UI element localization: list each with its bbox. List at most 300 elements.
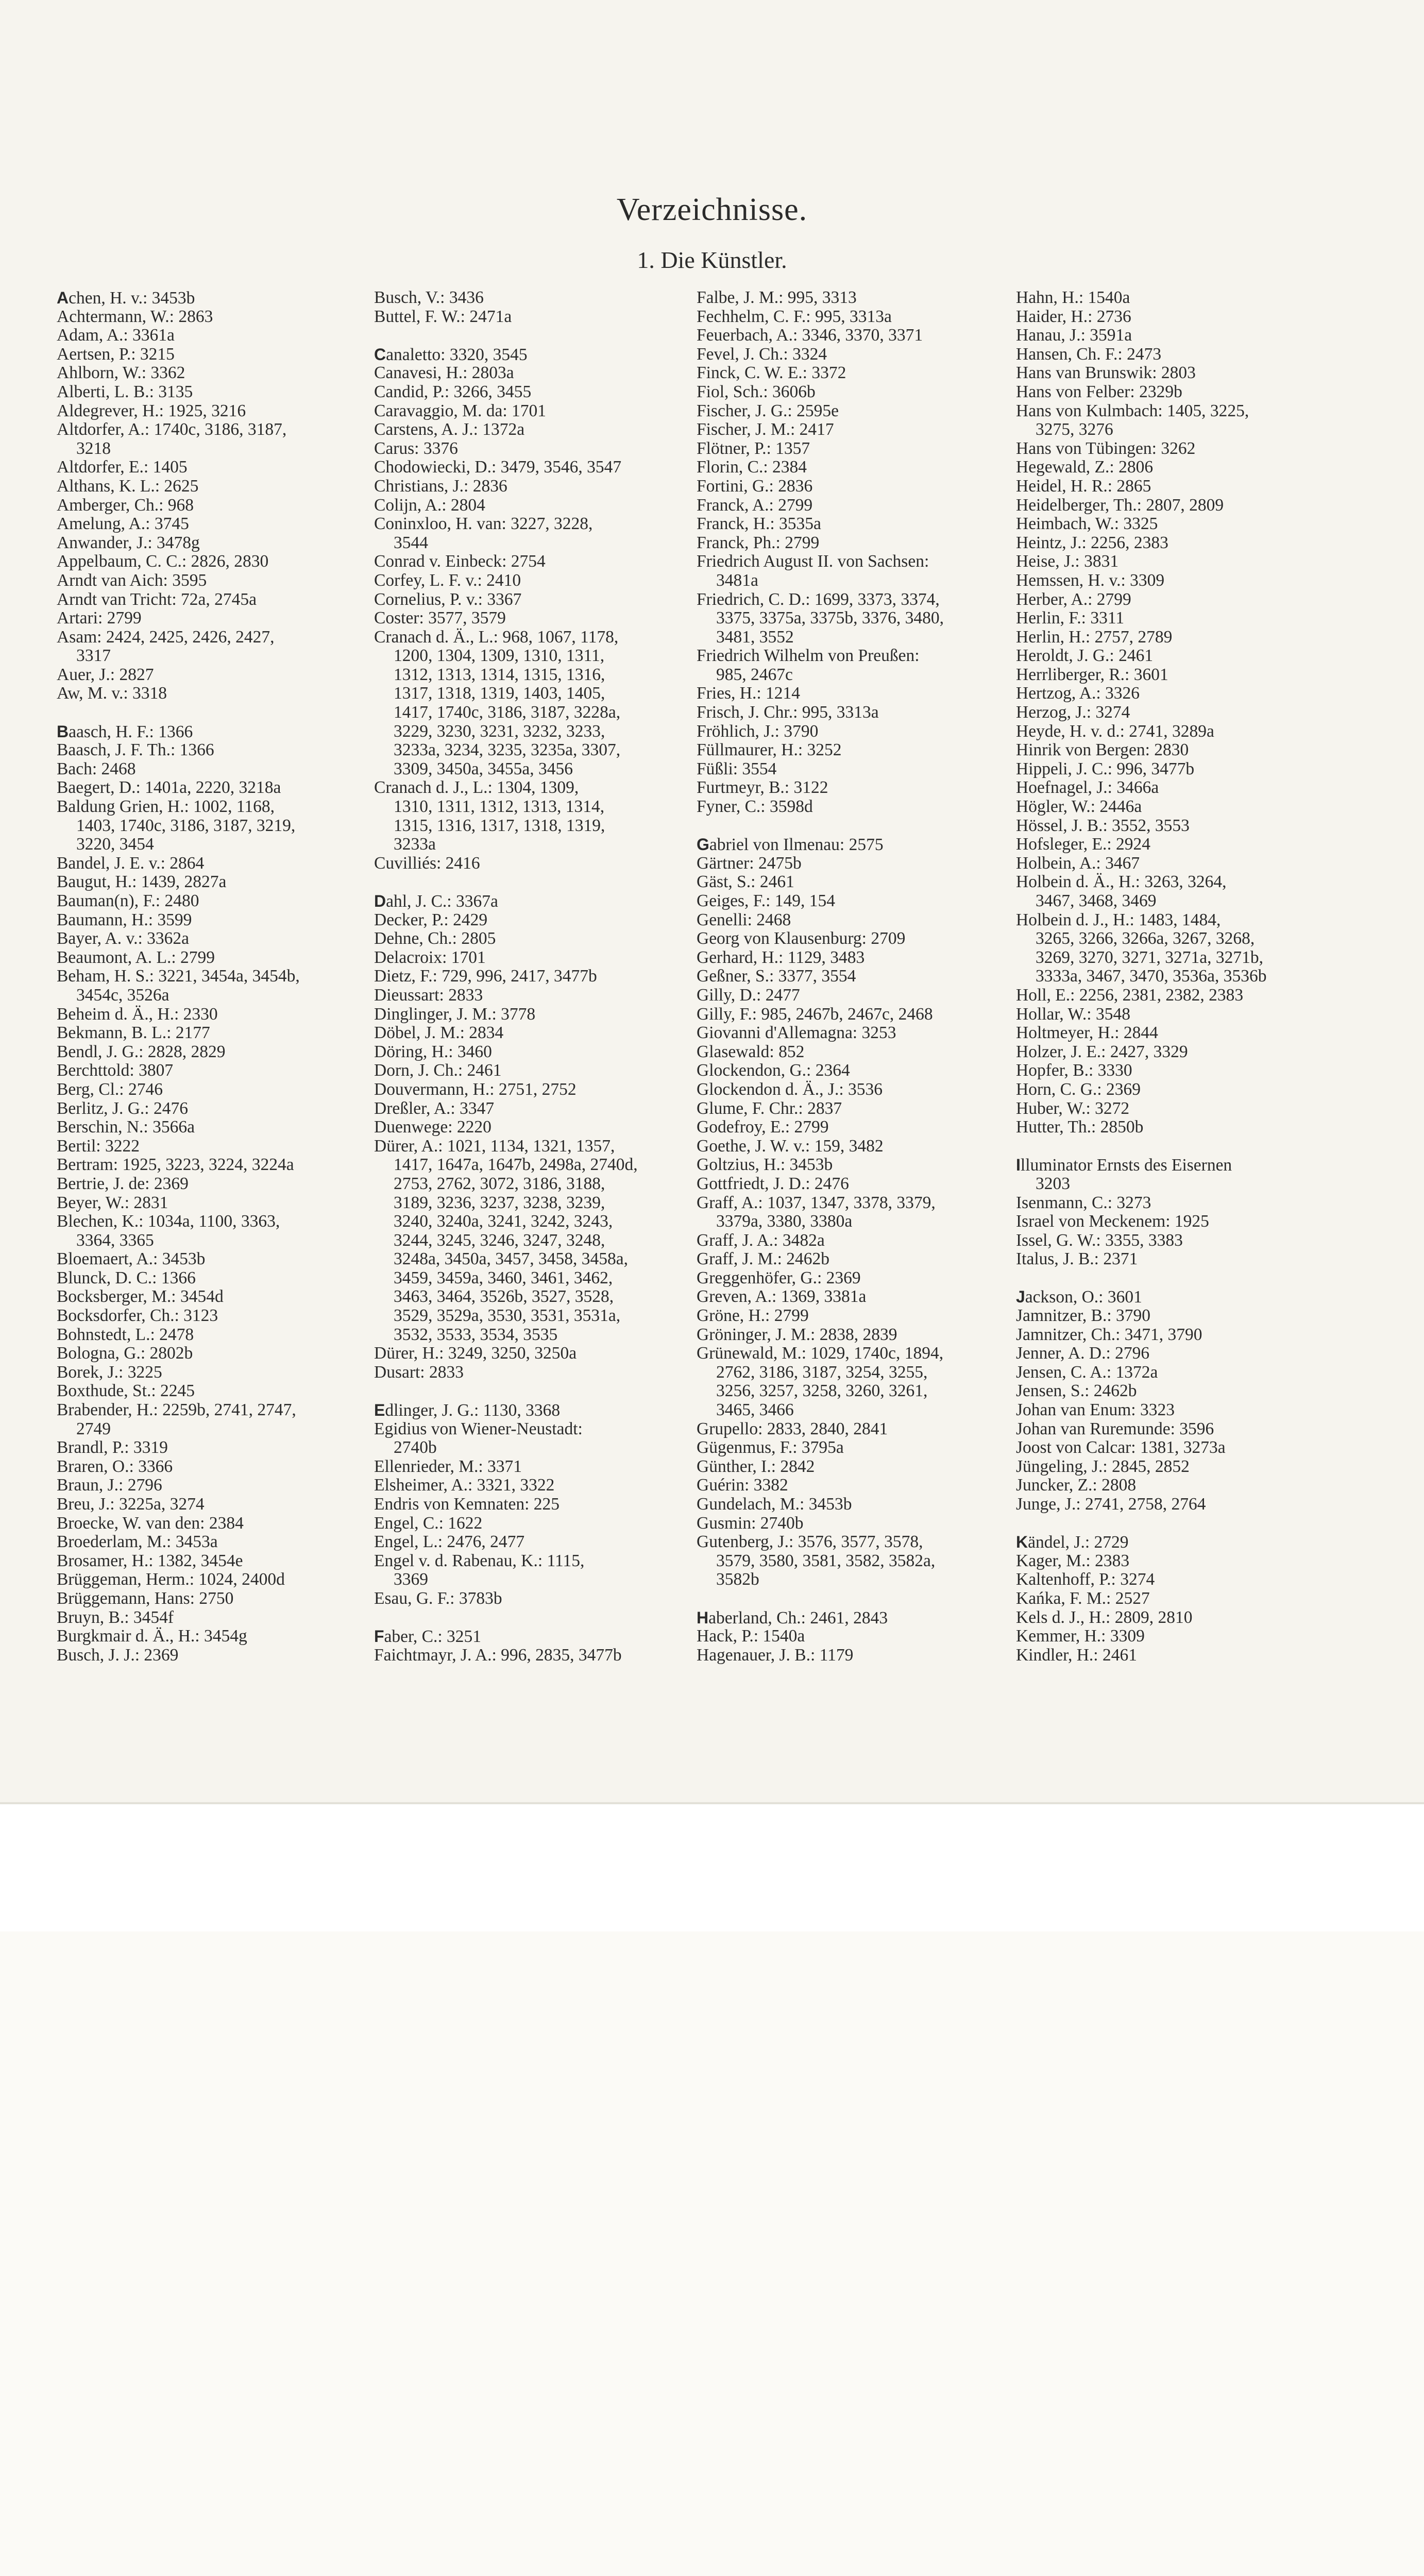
index-entry: Kańka, F. M.: 2527 [1016, 1588, 1150, 1608]
index-entry: Falbe, J. M.: 995, 3313 [697, 288, 857, 307]
index-entry: Herlin, H.: 2757, 2789 [1016, 627, 1173, 647]
index-entry: Gäst, S.: 2461 [697, 872, 794, 892]
index-entry: Goltzius, H.: 3453b [697, 1155, 833, 1175]
index-entry: Berchttold: 3807 [57, 1061, 174, 1080]
page-title: Verzeichnisse. [616, 192, 808, 227]
index-entry: Hahn, H.: 1540a [1016, 288, 1130, 307]
index-column-3 [697, 289, 1006, 1665]
index-entry: Hemssen, H. v.: 3309 [1016, 570, 1165, 590]
index-entry: Carus: 3376 [374, 438, 458, 458]
index-entry: Berschin, N.: 3566a [57, 1117, 195, 1137]
index-entry: Baasch, J. F. Th.: 1366 [57, 740, 214, 760]
index-entry: Auer, J.: 2827 [57, 665, 154, 684]
section-gap [697, 817, 1006, 836]
index-entry: Jackson, O.: 3601 [1016, 1287, 1142, 1307]
index-entry: Graff, A.: 1037, 1347, 3378, 3379, [697, 1193, 936, 1212]
index-entry: Chodowiecki, D.: 3479, 3546, 3547 [374, 457, 622, 477]
index-entry: Breu, J.: 3225a, 3274 [57, 1495, 205, 1514]
index-entry: Dietz, F.: 729, 996, 2417, 3477b [374, 967, 597, 986]
index-entry: Bologna, G.: 2802b [57, 1344, 193, 1363]
index-entry: Edlinger, J. G.: 1130, 3368 [374, 1401, 561, 1420]
index-entry-continuation: 1317, 1318, 1319, 1403, 1405, [394, 684, 605, 703]
index-entry: Friedrich, C. D.: 1699, 3373, 3374, [697, 589, 940, 609]
index-entry: Gügenmus, F.: 3795a [697, 1438, 844, 1458]
index-entry: Hagenauer, J. B.: 1179 [697, 1645, 854, 1665]
index-entry: Busch, V.: 3436 [374, 288, 484, 307]
index-entry-continuation: 3333a, 3467, 3470, 3536a, 3536b [1036, 967, 1267, 986]
index-entry-continuation: 1403, 1740c, 3186, 3187, 3219, [76, 816, 296, 835]
index-entry: Ahlborn, W.: 3362 [57, 363, 185, 383]
index-entry: Italus, J. B.: 2371 [1016, 1249, 1138, 1269]
index-entry: Beheim d. Ä., H.: 2330 [57, 1004, 218, 1024]
index-entry: Franck, Ph.: 2799 [697, 533, 820, 552]
section-initial: A [57, 289, 69, 307]
index-entry: Amelung, A.: 3745 [57, 514, 189, 534]
index-entry: Högler, W.: 2446a [1016, 797, 1142, 817]
index-entry: Burgkmair d. Ä., H.: 3454g [57, 1626, 247, 1646]
index-entry: Engel, C.: 1622 [374, 1513, 483, 1533]
index-entry: Heimbach, W.: 3325 [1016, 514, 1158, 534]
index-entry: Johan van Ruremunde: 3596 [1016, 1419, 1214, 1438]
index-entry: Buttel, F. W.: 2471a [374, 307, 512, 326]
index-entry: Gerhard, H.: 1129, 3483 [697, 947, 865, 967]
index-entry: Fechhelm, C. F.: 995, 3313a [697, 307, 892, 326]
index-entry: Brüggemann, Hans: 2750 [57, 1588, 234, 1608]
index-entry: Huber, W.: 3272 [1016, 1098, 1130, 1118]
index-entry: Fiol, Sch.: 3606b [697, 382, 816, 401]
index-entry: Bertram: 1925, 3223, 3224, 3224a [57, 1155, 294, 1175]
section-initial: E [374, 1401, 385, 1420]
index-entry: Hans von Tübingen: 3262 [1016, 438, 1196, 458]
index-entry: Herlin, F.: 3311 [1016, 608, 1125, 628]
index-entry-continuation: 3529, 3529a, 3530, 3531, 3531a, [394, 1306, 621, 1326]
index-entry: Kändel, J.: 2729 [1016, 1533, 1129, 1552]
index-entry: Heidelberger, Th.: 2807, 2809 [1016, 495, 1224, 515]
index-entry: Hollar, W.: 3548 [1016, 1004, 1130, 1024]
index-entry-continuation: 1315, 1316, 1317, 1318, 1319, [394, 816, 605, 835]
index-entry-continuation: 3454c, 3526a [76, 985, 169, 1005]
index-entry-continuation: 3465, 3466 [716, 1400, 794, 1420]
index-column-4 [1016, 289, 1325, 1665]
index-entry: Caravaggio, M. da: 1701 [374, 401, 547, 420]
section-initial: G [697, 835, 709, 854]
index-column-2 [374, 289, 683, 1665]
index-entry-continuation: 3220, 3454 [76, 835, 154, 854]
index-entry: Engel v. d. Rabenau, K.: 1115, [374, 1551, 585, 1570]
index-entry: Guérin: 3382 [697, 1476, 788, 1495]
index-entry: Furtmeyr, B.: 3122 [697, 778, 828, 798]
index-entry: Duenwege: 2220 [374, 1117, 491, 1137]
index-entry: Herber, A.: 2799 [1016, 589, 1131, 609]
section-gap [697, 1589, 1006, 1608]
index-entry: Holbein d. Ä., H.: 3263, 3264, [1016, 872, 1227, 892]
index-entry: Greggenhöfer, G.: 2369 [697, 1268, 861, 1287]
index-entry-continuation: 1417, 1647a, 1647b, 2498a, 2740d, [394, 1155, 638, 1175]
section-initial: J [1016, 1287, 1025, 1307]
index-entry: Alberti, L. B.: 3135 [57, 382, 193, 401]
index-entry: Bocksberger, M.: 3454d [57, 1287, 224, 1307]
index-entry: Genelli: 2468 [697, 910, 791, 929]
index-entry: Florin, C.: 2384 [697, 457, 807, 477]
index-entry: Fischer, J. G.: 2595e [697, 401, 839, 420]
index-entry: Canavesi, H.: 2803a [374, 363, 514, 383]
index-entry: Fischer, J. M.: 2417 [697, 420, 834, 439]
index-entry: Fevel, J. Ch.: 3324 [697, 344, 827, 364]
index-entry-continuation: 3459, 3459a, 3460, 3461, 3462, [394, 1268, 613, 1287]
index-entry-continuation: 2762, 3186, 3187, 3254, 3255, [716, 1362, 928, 1382]
index-entry: Holzer, J. E.: 2427, 3329 [1016, 1042, 1188, 1061]
index-entry: Döbel, J. M.: 2834 [374, 1023, 504, 1043]
section-initial: H [697, 1608, 709, 1627]
index-entry: Baldung Grien, H.: 1002, 1168, [57, 797, 275, 817]
index-entry: Junge, J.: 2741, 2758, 2764 [1016, 1495, 1206, 1514]
index-entry: Heintz, J.: 2256, 2383 [1016, 533, 1168, 552]
index-entry-continuation: 3265, 3266, 3266a, 3267, 3268, [1036, 929, 1255, 948]
index-entry: Kager, M.: 2383 [1016, 1551, 1130, 1570]
index-entry: Bocksdorfer, Ch.: 3123 [57, 1306, 218, 1326]
index-entry: Egidius von Wiener-Neustadt: [374, 1419, 583, 1438]
index-entry: Glume, F. Chr.: 2837 [697, 1098, 842, 1118]
index-entry: Greven, A.: 1369, 3381a [697, 1287, 867, 1307]
index-entry: Hertzog, A.: 3326 [1016, 684, 1140, 703]
section-initial: K [1016, 1533, 1028, 1552]
index-entry: Bauman(n), F.: 2480 [57, 891, 199, 910]
index-entry: Johan van Enum: 3323 [1016, 1400, 1175, 1420]
index-entry: Bandel, J. E. v.: 2864 [57, 853, 205, 873]
index-entry: Glockendon, G.: 2364 [697, 1061, 850, 1080]
index-entry: Blunck, D. C.: 1366 [57, 1268, 196, 1287]
index-entry: Gottfriedt, J. D.: 2476 [697, 1174, 849, 1193]
index-entry: Arndt van Aich: 3595 [57, 570, 207, 590]
index-entry: Dürer, A.: 1021, 1134, 1321, 1357, [374, 1136, 615, 1156]
index-entry: Baegert, D.: 1401a, 2220, 3218a [57, 778, 281, 798]
index-entry: Bendl, J. G.: 2828, 2829 [57, 1042, 226, 1061]
index-entry: Haider, H.: 2736 [1016, 307, 1131, 326]
index-entry-continuation: 985, 2467c [716, 665, 793, 684]
index-entry: Bohnstedt, L.: 2478 [57, 1325, 194, 1344]
index-entry: Israel von Meckenem: 1925 [1016, 1212, 1209, 1231]
index-entry-continuation: 3189, 3236, 3237, 3238, 3239, [394, 1193, 605, 1212]
index-entry: Busch, J. J.: 2369 [57, 1645, 179, 1665]
index-entry: Gundelach, M.: 3453b [697, 1495, 852, 1514]
section-initial: B [57, 722, 69, 741]
index-entry: Bekmann, B. L.: 2177 [57, 1023, 210, 1043]
index-entry: Heroldt, J. G.: 2461 [1016, 646, 1154, 666]
index-entry-continuation: 3375, 3375a, 3375b, 3376, 3480, [716, 608, 944, 628]
index-entry: Gilly, D.: 2477 [697, 985, 800, 1005]
index-entry: Adam, A.: 3361a [57, 326, 175, 345]
index-entry: Giovanni d'Allemagna: 3253 [697, 1023, 896, 1043]
index-entry: Braren, O.: 3366 [57, 1456, 173, 1476]
index-entry: Brandl, P.: 3319 [57, 1438, 168, 1458]
index-entry: Hanau, J.: 3591a [1016, 326, 1132, 345]
index-entry-continuation: 3369 [394, 1570, 428, 1589]
index-entry: Haberland, Ch.: 2461, 2843 [697, 1608, 888, 1628]
index-entry: Geßner, S.: 3377, 3554 [697, 967, 856, 986]
index-entry: Baugut, H.: 1439, 2827a [57, 872, 227, 892]
index-entry: Berlitz, J. G.: 2476 [57, 1098, 188, 1118]
index-entry: Horn, C. G.: 2369 [1016, 1079, 1141, 1099]
index-entry: Feuerbach, A.: 3346, 3370, 3371 [697, 326, 923, 345]
index-entry: Illuminator Ernsts des Eisernen [1016, 1156, 1232, 1175]
index-entry: Coninxloo, H. van: 3227, 3228, [374, 514, 593, 534]
index-entry: Endris von Kemnaten: 225 [374, 1495, 560, 1514]
index-entry: Anwander, J.: 3478g [57, 533, 200, 552]
index-entry: Glasewald: 852 [697, 1042, 805, 1061]
index-entry: Hack, P.: 1540a [697, 1626, 805, 1646]
index-column-1 [57, 289, 366, 1665]
index-entry: Esau, G. F.: 3783b [374, 1588, 502, 1608]
index-entry: Fries, H.: 1214 [697, 684, 800, 703]
index-entry: Boxthude, St.: 2245 [57, 1381, 195, 1401]
index-entry: Godefroy, E.: 2799 [697, 1117, 829, 1137]
index-entry: Broecke, W. van den: 2384 [57, 1513, 244, 1533]
section-gap [1016, 1137, 1325, 1156]
index-entry: Günther, I.: 2842 [697, 1456, 815, 1476]
index-entry-continuation: 1200, 1304, 1309, 1310, 1311, [394, 646, 605, 666]
index-entry: Faichtmayr, J. A.: 996, 2835, 3477b [374, 1645, 622, 1665]
index-entry: Beyer, W.: 2831 [57, 1193, 168, 1212]
index-entry: Hoefnagel, J.: 3466a [1016, 778, 1159, 798]
index-entry: Joost von Calcar: 1381, 3273a [1016, 1438, 1226, 1458]
index-entry: Christians, J.: 2836 [374, 476, 507, 496]
index-entry: Holbein d. J., H.: 1483, 1484, [1016, 910, 1221, 929]
index-entry-continuation: 2753, 2762, 3072, 3186, 3188, [394, 1174, 605, 1193]
index-entry: Holl, E.: 2256, 2381, 2382, 2383 [1016, 985, 1244, 1005]
index-entry: Fröhlich, J.: 3790 [697, 721, 819, 741]
index-entry-continuation: 3532, 3533, 3534, 3535 [394, 1325, 558, 1344]
index-entry: Engel, L.: 2476, 2477 [374, 1532, 525, 1552]
index-entry: Graff, J. A.: 3482a [697, 1230, 825, 1250]
section-gap [374, 1382, 683, 1401]
index-entry: Canaletto: 3320, 3545 [374, 345, 528, 364]
index-entry: Berg, Cl.: 2746 [57, 1079, 163, 1099]
index-entry: Herrliberger, R.: 3601 [1016, 665, 1168, 684]
section-initial: F [374, 1627, 384, 1646]
index-entry: Douvermann, H.: 2751, 2752 [374, 1079, 577, 1099]
index-entry: Goethe, J. W. v.: 159, 3482 [697, 1136, 884, 1156]
index-entry: Altdorfer, A.: 1740c, 3186, 3187, [57, 420, 287, 439]
index-entry: Cornelius, P. v.: 3367 [374, 589, 522, 609]
index-entry: Jamnitzer, Ch.: 3471, 3790 [1016, 1325, 1202, 1344]
index-entry: Bloemaert, A.: 3453b [57, 1249, 206, 1269]
index-entry-continuation: 2749 [76, 1419, 111, 1438]
index-entry: Artari: 2799 [57, 608, 142, 628]
index-entry-continuation: 1312, 1313, 1314, 1315, 1316, [394, 665, 605, 684]
section-gap [57, 703, 366, 722]
index-entry-continuation: 3244, 3245, 3246, 3247, 3248, [394, 1230, 605, 1250]
index-entry: Brüggeman, Herm.: 1024, 2400d [57, 1570, 285, 1589]
index-entry: Hutter, Th.: 2850b [1016, 1117, 1144, 1137]
index-entry: Achen, H. v.: 3453b [57, 289, 195, 308]
index-entry: Gilly, F.: 985, 2467b, 2467c, 2468 [697, 1004, 933, 1024]
index-entry: Candid, P.: 3266, 3455 [374, 382, 532, 401]
index-entry: Döring, H.: 3460 [374, 1042, 492, 1061]
index-entry: Cranach d. Ä., L.: 968, 1067, 1178, [374, 627, 619, 647]
index-entry: Jensen, C. A.: 1372a [1016, 1362, 1158, 1382]
index-entry: Colijn, A.: 2804 [374, 495, 485, 515]
index-entry: Hössel, J. B.: 3552, 3553 [1016, 816, 1190, 835]
index-entry: Ellenrieder, M.: 3371 [374, 1456, 522, 1476]
index-entry: Achtermann, W.: 2863 [57, 307, 213, 326]
section-gap [1016, 1514, 1325, 1533]
index-entry: Frisch, J. Chr.: 995, 3313a [697, 703, 879, 722]
index-entry: Georg von Klausenburg: 2709 [697, 929, 906, 948]
index-entry: Flötner, P.: 1357 [697, 438, 810, 458]
index-entry: Cranach d. J., L.: 1304, 1309, [374, 778, 579, 798]
index-entry: Jüngeling, J.: 2845, 2852 [1016, 1456, 1190, 1476]
index-entry-continuation: 3233a, 3234, 3235, 3235a, 3307, [394, 740, 621, 760]
index-entry: Herzog, J.: 3274 [1016, 703, 1130, 722]
index-entry-continuation: 3467, 3468, 3469 [1036, 891, 1157, 910]
index-entry: Finck, C. W. E.: 3372 [697, 363, 846, 383]
index-entry-continuation: 3544 [394, 533, 428, 552]
section-initial: C [374, 345, 386, 364]
index-entry: Baumann, H.: 3599 [57, 910, 192, 929]
index-entry: Geiges, F.: 149, 154 [697, 891, 836, 910]
index-entry: Arndt van Tricht: 72a, 2745a [57, 589, 257, 609]
index-entry: Bertil: 3222 [57, 1136, 140, 1156]
index-entry: Hans von Kulmbach: 1405, 3225, [1016, 401, 1249, 420]
index-entry-continuation: 3248a, 3450a, 3457, 3458, 3458a, [394, 1249, 628, 1269]
index-entry-continuation: 3256, 3257, 3258, 3260, 3261, [716, 1381, 928, 1401]
index-entry: Baasch, H. F.: 1366 [57, 722, 193, 741]
index-entry-continuation: 3317 [76, 646, 111, 666]
index-entry: Bruyn, B.: 3454f [57, 1607, 174, 1627]
index-entry: Holtmeyer, H.: 2844 [1016, 1023, 1158, 1043]
index-entry: Kindler, H.: 2461 [1016, 1645, 1137, 1665]
index-entry: Friedrich August II. von Sachsen: [697, 552, 929, 571]
index-entry-continuation: 1310, 1311, 1312, 1313, 1314, [394, 797, 605, 817]
index-entry-continuation: 3203 [1036, 1174, 1070, 1193]
index-entry-continuation: 3582b [716, 1570, 759, 1589]
index-entry: Cuvilliés: 2416 [374, 853, 480, 873]
index-entry: Amberger, Ch.: 968 [57, 495, 194, 515]
index-entry: Franck, H.: 3535a [697, 514, 821, 534]
index-entry-continuation: 3240, 3240a, 3241, 3242, 3243, [394, 1212, 613, 1231]
index-entry: Gröninger, J. M.: 2838, 2839 [697, 1325, 897, 1344]
section-gap [374, 1608, 683, 1628]
section-title: 1. Die Künstler. [637, 247, 787, 273]
index-entry: Dorn, J. Ch.: 2461 [374, 1061, 502, 1080]
index-entry: Gusmin: 2740b [697, 1513, 804, 1533]
index-entry: Kaltenhoff, P.: 3274 [1016, 1570, 1155, 1589]
section-gap [374, 326, 683, 345]
index-entry: Heyde, H. v. d.: 2741, 3289a [1016, 721, 1214, 741]
index-entry: Hegewald, Z.: 2806 [1016, 457, 1154, 477]
index-entry: Jensen, S.: 2462b [1016, 1381, 1137, 1401]
index-entry: Appelbaum, C. C.: 2826, 2830 [57, 552, 269, 571]
index-entry: Hinrik von Bergen: 2830 [1016, 740, 1189, 760]
index-entry-continuation: 2740b [394, 1438, 437, 1458]
index-entry: Borek, J.: 3225 [57, 1362, 162, 1382]
index-entry: Brosamer, H.: 1382, 3454e [57, 1551, 243, 1570]
index-entry: Gutenberg, J.: 3576, 3577, 3578, [697, 1532, 923, 1552]
index-entry: Dürer, H.: 3249, 3250, 3250a [374, 1344, 577, 1363]
index-entry: Althans, K. L.: 2625 [57, 476, 199, 496]
footer-bar [0, 1804, 1424, 1931]
index-entry: Jamnitzer, B.: 3790 [1016, 1306, 1151, 1326]
index-entry: Kels d. J., H.: 2809, 2810 [1016, 1607, 1193, 1627]
index-entry: Franck, A.: 2799 [697, 495, 813, 515]
index-entry: Elsheimer, A.: 3321, 3322 [374, 1476, 555, 1495]
index-entry: Aw, M. v.: 3318 [57, 684, 167, 703]
index-entry: Friedrich Wilhelm von Preußen: [697, 646, 920, 666]
index-entry: Bach: 2468 [57, 759, 136, 778]
index-entry-continuation: 3229, 3230, 3231, 3232, 3233, [394, 721, 605, 741]
index-entry: Gärtner: 2475b [697, 853, 802, 873]
index-entry: Dinglinger, J. M.: 3778 [374, 1004, 536, 1024]
index-entry: Heise, J.: 3831 [1016, 552, 1119, 571]
index-entry: Brabender, H.: 2259b, 2741, 2747, [57, 1400, 296, 1420]
index-entry: Füllmaurer, H.: 3252 [697, 740, 842, 760]
index-entry-continuation: 3481a [716, 570, 758, 590]
index-entry: Beaumont, A. L.: 2799 [57, 947, 215, 967]
index-entry: Hopfer, B.: 3330 [1016, 1061, 1132, 1080]
index-entry: Füßli: 3554 [697, 759, 777, 778]
index-entry: Dieussart: 2833 [374, 985, 483, 1005]
index-entry-continuation: 3275, 3276 [1036, 420, 1113, 439]
index-entry: Faber, C.: 3251 [374, 1627, 482, 1647]
index-entry-continuation: 3218 [76, 438, 111, 458]
index-entry: Hans van Brunswik: 2803 [1016, 363, 1196, 383]
index-entry: Dreßler, A.: 3347 [374, 1098, 495, 1118]
index-entry: Juncker, Z.: 2808 [1016, 1476, 1137, 1495]
index-entry: Carstens, A. J.: 1372a [374, 420, 525, 439]
index-entry: Broederlam, M.: 3453a [57, 1532, 218, 1552]
index-entry: Conrad v. Einbeck: 2754 [374, 552, 546, 571]
index-entry-continuation: 3269, 3270, 3271, 3271a, 3271b, [1036, 947, 1263, 967]
index-entry: Dehne, Ch.: 2805 [374, 929, 496, 948]
index-entry-continuation: 3364, 3365 [76, 1230, 154, 1250]
index-entry: Decker, P.: 2429 [374, 910, 488, 929]
index-entry: Bayer, A. v.: 3362a [57, 929, 189, 948]
index-entry: Fortini, G.: 2836 [697, 476, 813, 496]
index-entry: Coster: 3577, 3579 [374, 608, 506, 628]
index-entry: Jenner, A. D.: 2796 [1016, 1344, 1150, 1363]
index-entry: Kemmer, H.: 3309 [1016, 1626, 1145, 1646]
index-entry: Dusart: 2833 [374, 1362, 464, 1382]
index-entry: Blechen, K.: 1034a, 1100, 3363, [57, 1212, 280, 1231]
index-entry: Grupello: 2833, 2840, 2841 [697, 1419, 888, 1438]
index-entry: Braun, J.: 2796 [57, 1476, 162, 1495]
index-entry: Gabriel von Ilmenau: 2575 [697, 835, 884, 855]
index-entry: Graff, J. M.: 2462b [697, 1249, 830, 1269]
index-entry: Hippeli, J. C.: 996, 3477b [1016, 759, 1195, 778]
index-entry: Grünewald, M.: 1029, 1740c, 1894, [697, 1344, 944, 1363]
section-gap [374, 873, 683, 892]
index-entry-continuation: 3579, 3580, 3581, 3582, 3582a, [716, 1551, 936, 1570]
index-entry: Aertsen, P.: 3215 [57, 344, 175, 364]
index-entry: Holbein, A.: 3467 [1016, 853, 1140, 873]
index-entry: Glockendon d. Ä., J.: 3536 [697, 1079, 883, 1099]
index-entry: Gröne, H.: 2799 [697, 1306, 809, 1326]
index-entry-continuation: 3481, 3552 [716, 627, 794, 647]
index-entry-continuation: 3233a [394, 835, 436, 854]
section-initial: I [1016, 1156, 1021, 1175]
index-entry: Heidel, H. R.: 2865 [1016, 476, 1151, 496]
index-entry: Hans von Felber: 2329b [1016, 382, 1182, 401]
index-entry: Beham, H. S.: 3221, 3454a, 3454b, [57, 967, 300, 986]
index-entry-continuation: 3379a, 3380, 3380a [716, 1212, 853, 1231]
index-entry: Dahl, J. C.: 3367a [374, 892, 498, 911]
index-entry-continuation: 3463, 3464, 3526b, 3527, 3528, [394, 1287, 614, 1307]
index-entry: Corfey, L. F. v.: 2410 [374, 570, 521, 590]
section-gap [1016, 1269, 1325, 1288]
index-entry: Hofsleger, E.: 2924 [1016, 835, 1151, 854]
index-entry-continuation: 1417, 1740c, 3186, 3187, 3228a, [394, 703, 621, 722]
index-entry: Issel, G. W.: 3355, 3383 [1016, 1230, 1183, 1250]
